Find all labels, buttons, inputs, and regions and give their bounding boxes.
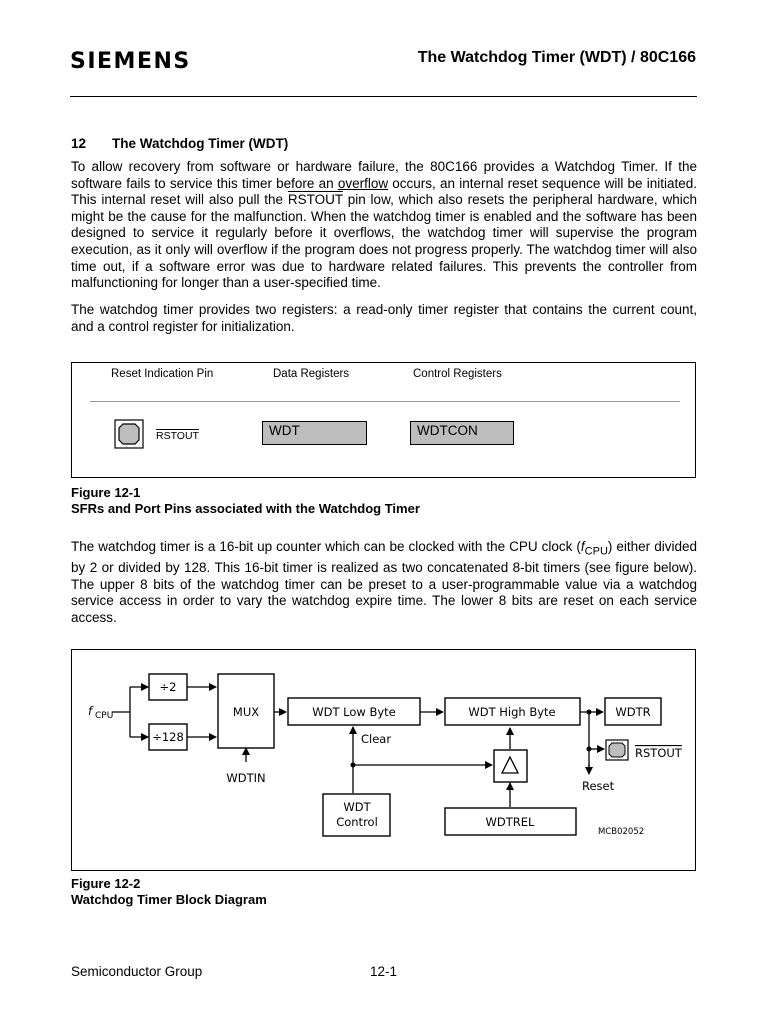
figure-12-1-divider <box>90 401 680 402</box>
fcpu-label-f: f <box>88 704 93 718</box>
footer-company: Semiconductor Group <box>71 964 203 979</box>
data-registers-header: Data Registers <box>273 368 350 380</box>
fcpu-label-sub: CPU <box>95 711 114 721</box>
p1-text-a: To allow recovery from software or hardware failure, the 80C166 provides a Watchdog Timer. If the software fails to service this timer before an <box>71 159 697 191</box>
wdt-control-label-1: WDT <box>343 800 371 814</box>
wdt-register: WDT <box>262 421 367 445</box>
block-diagram <box>72 650 695 870</box>
figure-12-1-title: SFRs and Port Pins associated with the Watchdog Timer <box>71 501 420 516</box>
reset-label: Reset <box>582 779 615 793</box>
p1-text-b: occurs, an internal reset sequence will be initiated. This internal reset will also pull the <box>71 175 697 208</box>
wdtr-label: WDTR <box>615 705 651 719</box>
high-byte-label: WDT High Byte <box>468 705 556 719</box>
page-number: 12-1 <box>370 964 398 979</box>
page-header-title: The Watchdog Timer (WDT) / 80C166 <box>417 49 696 66</box>
div128-label: ÷128 <box>152 730 184 744</box>
figure-12-2-caption <box>71 876 267 908</box>
section-title: The Watchdog Timer (WDT) <box>112 136 289 151</box>
figure-12-2-number: Figure 12-2 <box>71 876 141 891</box>
fcpu-f: f <box>580 539 585 554</box>
rstout-pin-label: RSTOUT <box>156 430 199 442</box>
reset-indication-pin-header: Reset Indication Pin <box>111 368 214 380</box>
figure-12-1-caption <box>71 485 420 517</box>
fcpu-sub: CPU <box>584 545 608 558</box>
wdtrel-label: WDTREL <box>485 815 535 829</box>
wdtcon-register: WDTCON <box>410 421 514 445</box>
wdt-control-label-2: Control <box>336 815 378 829</box>
rstout-pin-term: RSTOUT <box>287 192 343 208</box>
control-registers-header: Control Registers <box>413 368 502 380</box>
figure-code: MCB02052 <box>598 827 645 837</box>
p1-text-c: pin low, which also resets the peripheral hardware, which might be the cause for the malfunction. When the watchdog timer is enabled and the software has been designed to service it regularly before it overflows, the watchdog timer will supervise the program execution, as it only will overflow if the program does not progress properly. The watchdog timer will also time out, if a software error was due to hardware related failures. This prevents the controller from malfunctioning for longer than a user-specified time. <box>71 192 697 291</box>
overflow-term: overflow <box>337 175 389 191</box>
section-number: 12 <box>71 136 87 151</box>
div2-label: ÷2 <box>159 680 177 694</box>
p3-text-b: ) either divided by 2 or divided by 128. This 16-bit timer is realized as two concatenated 8-bit timers (see figure below). The upper 8 bits of the watchdog timer can be preset to a user-programmable value via a watchdog service access in order to vary the watchdog expire time. The lower 8 bits are reset on each service access. <box>71 539 697 626</box>
siemens-logo: SIEMENS <box>70 49 191 74</box>
mux-label: MUX <box>232 705 260 719</box>
clear-label: Clear <box>361 732 392 746</box>
intro-paragraph <box>71 159 697 292</box>
p3-text-a: The watchdog timer is a 16-bit up counter which can be clocked with the CPU clock ( <box>71 539 581 554</box>
wdtin-label: WDTIN <box>226 771 266 785</box>
counter-paragraph <box>71 539 697 627</box>
pin-icon <box>114 419 144 449</box>
section-heading <box>71 136 288 151</box>
registers-paragraph: The watchdog timer provides two registers: a read-only timer register that contains the current count, and a control register for initialization. <box>71 302 697 334</box>
low-byte-label: WDT Low Byte <box>312 705 396 719</box>
figure-12-2-title: Watchdog Timer Block Diagram <box>71 892 267 907</box>
header-divider <box>70 96 697 97</box>
rstout-label: RSTOUT <box>635 746 682 760</box>
figure-12-1-number: Figure 12-1 <box>71 485 141 500</box>
